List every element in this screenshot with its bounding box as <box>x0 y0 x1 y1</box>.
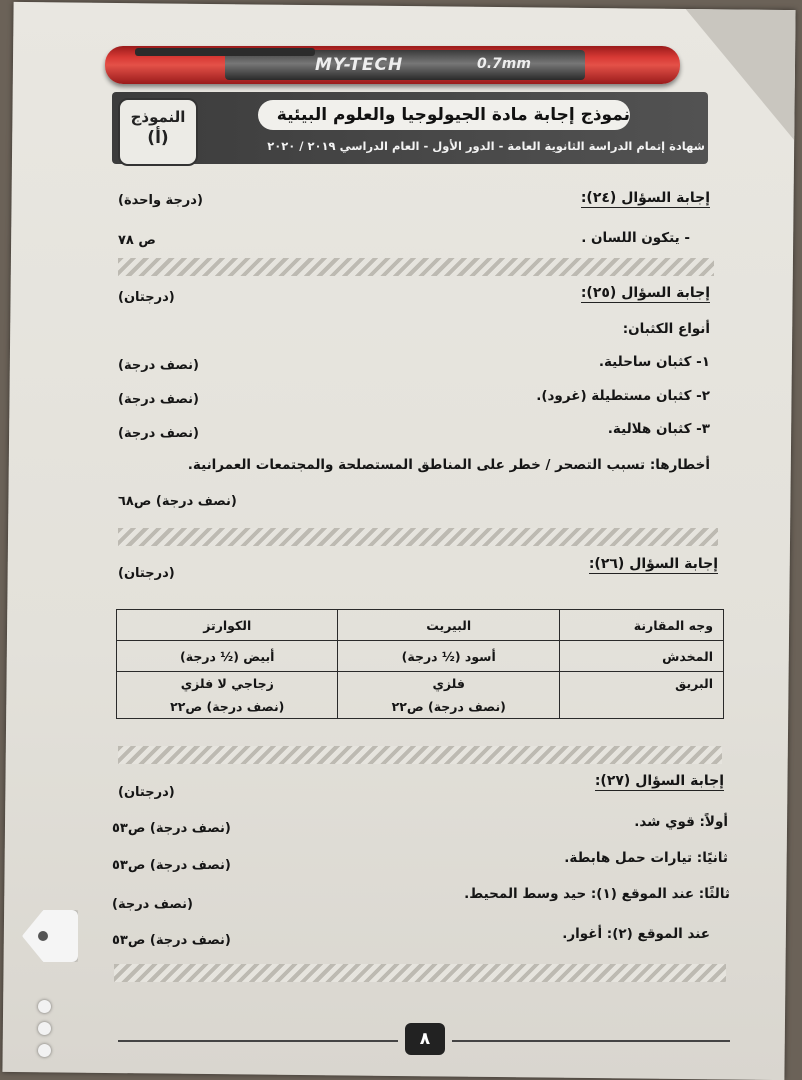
q25-item-3-mark: (نصف درجة) <box>118 426 199 441</box>
footer-line-left <box>118 1040 398 1042</box>
table-cell: البريق <box>559 672 723 719</box>
dot <box>38 1000 51 1013</box>
q27-item-2-mark: (نصف درجة) ص٥٣ <box>112 858 231 873</box>
q25-item-1-mark: (نصف درجة) <box>118 358 199 373</box>
dot <box>38 1022 51 1035</box>
q25-heading: إجابة السؤال (٢٥): <box>580 285 710 301</box>
q27-heading: إجابة السؤال (٢٧): <box>594 773 724 789</box>
table-header-row <box>117 610 724 641</box>
q25-danger: أخطارها: تسبب التصحر / خطر على المناطق المستصلحة والمجتمعات العمرانية. <box>187 457 710 473</box>
model-value: (أ) <box>147 128 169 148</box>
pen-size: 0.7mm <box>477 56 531 72</box>
q25-mark: (درجتان) <box>118 290 175 305</box>
q24-mark: (درجة واحدة) <box>118 193 203 208</box>
q25-item-3: ٣- كثبان هلالية. <box>607 421 710 437</box>
model-label: النموذج <box>130 108 186 126</box>
pen-brand: MY-TECH <box>315 55 404 75</box>
table-row <box>117 641 724 672</box>
table-cell <box>117 672 338 719</box>
table-cell-mark: (نصف درجة) ص٢٢ <box>170 699 285 714</box>
separator-hatch <box>118 746 722 764</box>
q24-answer: - يتكون اللسان . <box>581 230 690 246</box>
table-header-cell: الكوارتز <box>117 610 338 641</box>
q27-item-1-mark: (نصف درجة) ص٥٣ <box>112 821 231 836</box>
page-title: نموذج إجابة مادة الجيولوجيا والعلوم البيئية <box>258 100 630 130</box>
q27-item-4-mark: (نصف درجة) ص٥٣ <box>112 933 231 948</box>
q25-danger-mark: (نصف درجة) ص٦٨ <box>118 494 237 509</box>
table-header-cell: وجه المقارنة <box>559 610 723 641</box>
separator-hatch <box>114 964 726 982</box>
page-number: ٨ <box>405 1023 445 1055</box>
table-cell: أبيض (½ درجة) <box>117 641 338 672</box>
q25-item-1: ١- كثبان ساحلية. <box>598 354 710 370</box>
table-cell <box>338 672 559 719</box>
table-header-cell: البيريت <box>338 610 559 641</box>
separator-hatch <box>118 258 714 276</box>
table-cell: المخدش <box>559 641 723 672</box>
more-options-icon[interactable] <box>38 1000 54 1066</box>
q24-page-ref: ص ٧٨ <box>118 233 156 248</box>
q27-item-3: ثالثًا: عند الموقع (١): حيد وسط المحيط. <box>464 886 730 902</box>
q25-item-2-mark: (نصف درجة) <box>118 392 199 407</box>
q27-item-4: عند الموقع (٢): أغوار. <box>562 926 710 942</box>
table-cell-value: فلزي <box>432 676 465 691</box>
q27-item-2: ثانيًا: تيارات حمل هابطة. <box>564 850 728 866</box>
q27-mark: (درجتان) <box>118 785 175 800</box>
q26-mark: (درجتان) <box>118 566 175 581</box>
q27-item-3-mark: (نصف درجة) <box>112 897 193 912</box>
table-row <box>117 672 724 719</box>
separator-hatch <box>118 528 718 546</box>
footer-line-right <box>452 1040 730 1042</box>
q26-heading: إجابة السؤال (٢٦): <box>588 556 718 572</box>
q25-item-2: ٢- كثبان مستطيلة (غرود). <box>536 388 710 404</box>
comparison-table <box>116 609 724 719</box>
dot <box>38 1044 51 1057</box>
q24-heading: إجابة السؤال (٢٤): <box>580 190 710 206</box>
model-box <box>118 98 198 166</box>
table-cell-mark: (نصف درجة) ص٢٢ <box>391 699 506 714</box>
q25-intro: أنواع الكثبان: <box>622 321 710 337</box>
table-cell: أسود (½ درجة) <box>338 641 559 672</box>
page-subtitle: شهادة إتمام الدراسة الثانوية العامة - الدور الأول - العام الدراسي ٢٠١٩ / ٢٠٢٠ <box>267 139 705 153</box>
pen-clip <box>135 48 315 56</box>
table-cell-value: زجاجي لا فلزي <box>180 676 274 691</box>
pen <box>105 46 680 84</box>
q27-item-1: أولاً: قوي شد. <box>634 814 728 830</box>
